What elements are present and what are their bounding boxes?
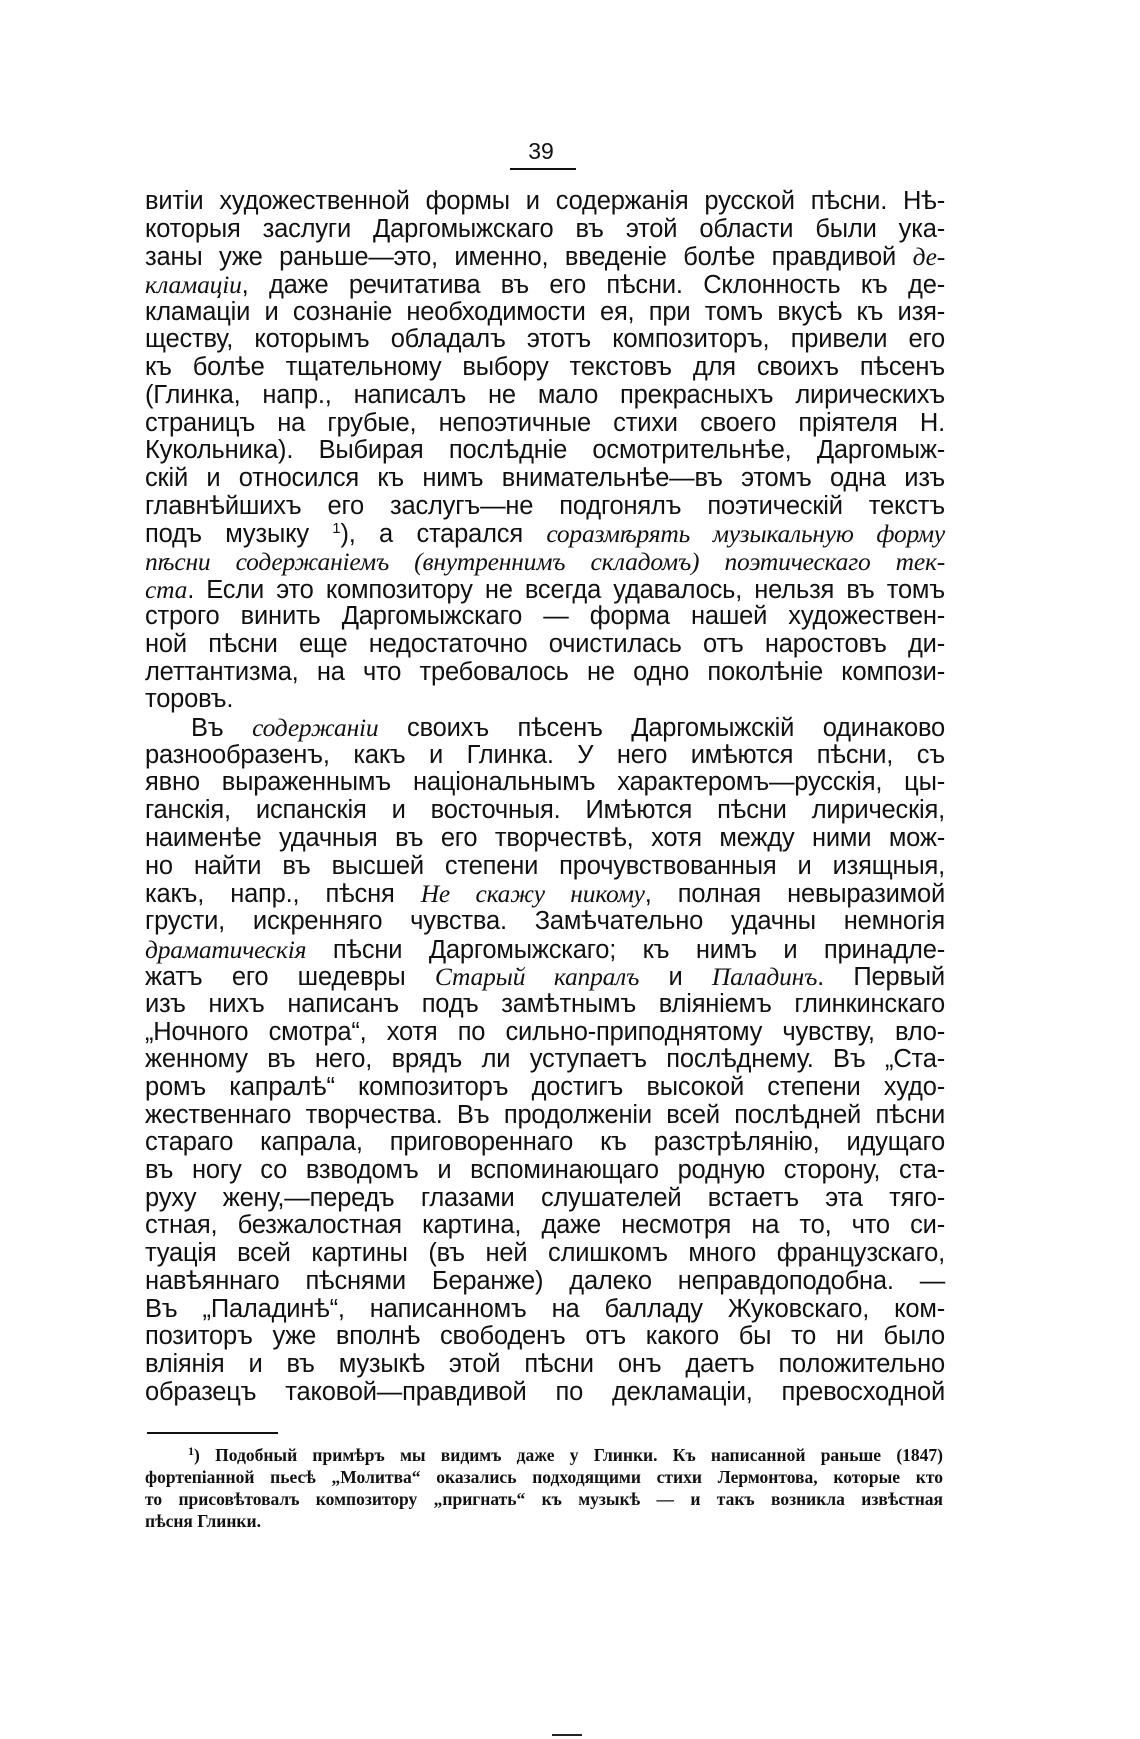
text-line bbox=[145, 1185, 945, 1213]
emphasized-text: кламаціи bbox=[145, 270, 242, 300]
text-line bbox=[145, 299, 945, 327]
text-segment: скій и относился къ нимъ внимательнѣе—въ этомъ одна изъ bbox=[145, 463, 945, 492]
footnote-text: Подобный примѣръ мы видимъ даже у Глинки. Къ написанной раньше (1847) bbox=[215, 1445, 943, 1465]
emphasized-text: ста bbox=[145, 574, 188, 604]
text-line bbox=[145, 1129, 945, 1157]
text-segment: леттантизма, на что требовалось не одно поколѣніе компози- bbox=[145, 657, 945, 686]
text-segment: которыя заслуги Даргомыжскаго въ этой области были ука- bbox=[145, 214, 945, 243]
text-segment: женному въ него, врядъ ли уступаетъ послѣднему. Въ „Ста- bbox=[145, 1045, 945, 1074]
text-line bbox=[145, 548, 945, 576]
text-segment: но найти въ высшей степени прочувствованныя и изящныя, bbox=[145, 851, 945, 880]
text-segment: руху жену,—передъ глазами слушателей встаетъ эта тяго- bbox=[145, 1183, 945, 1212]
text-line bbox=[145, 1379, 945, 1407]
text-segment: образецъ таковой—правдивой по декламаціи, превосходной bbox=[145, 1377, 945, 1406]
text-segment: заны уже раньше—это, именно, введеніе болѣе правдивой bbox=[145, 243, 913, 272]
text-segment: кламаціи и сознаніе необходимости ея, при томъ вкусѣ къ изя- bbox=[145, 297, 945, 326]
text-line bbox=[145, 1323, 945, 1351]
text-segment: изъ нихъ написанъ подъ замѣтнымъ вліяніемъ глинкинскаго bbox=[145, 989, 945, 1018]
text-segment: жатъ его шедевры bbox=[145, 963, 435, 992]
footnote-line bbox=[145, 1466, 943, 1488]
text-line bbox=[145, 216, 945, 244]
text-line bbox=[145, 1351, 945, 1379]
text-segment: пѣсни Даргомыжскаго; къ нимъ и принадле- bbox=[306, 935, 945, 964]
text-segment: . Первый bbox=[817, 963, 945, 992]
text-segment: вліянія и въ музыкѣ этой пѣсни онъ даетъ положительно bbox=[145, 1349, 945, 1378]
text-segment: и bbox=[639, 963, 712, 992]
text-segment: стная, безжалостная картина, даже несмотря на то, что си- bbox=[145, 1211, 945, 1240]
text-segment: жественнаго творчества. Въ продолженіи всей послѣдней пѣсни bbox=[145, 1100, 945, 1129]
text-segment: къ болѣе тщательному выбору текстовъ для своихъ пѣсенъ bbox=[145, 353, 945, 382]
text-line bbox=[145, 880, 945, 908]
text-segment: явно выраженнымъ національнымъ характеромъ—русскія, цы- bbox=[145, 768, 945, 797]
emphasized-text: Старый капралъ bbox=[434, 962, 640, 992]
text-segment: ромъ капралѣ“ композиторъ достигъ высокой степени худо- bbox=[145, 1073, 945, 1101]
text-line bbox=[145, 936, 945, 964]
text-segment: торовъ. bbox=[145, 685, 234, 714]
text-segment: Въ bbox=[191, 714, 253, 743]
text-line bbox=[145, 1102, 945, 1130]
text-segment: наименѣе удачныя въ его творчествѣ, хотя между ними мож- bbox=[145, 823, 945, 852]
text-segment: , полная невыразимой bbox=[644, 880, 945, 909]
text-line bbox=[145, 963, 945, 991]
text-line bbox=[145, 742, 945, 770]
emphasized-text: пѣсни содержаніемъ (внутреннимъ складомъ) поэтическаго тек- bbox=[145, 546, 945, 576]
footnote-marker-paren: ) bbox=[194, 1445, 216, 1465]
text-line bbox=[145, 520, 945, 548]
text-line bbox=[145, 382, 945, 410]
emphasized-text: драматическія bbox=[145, 934, 307, 964]
text-line bbox=[145, 1296, 945, 1324]
text-line bbox=[145, 493, 945, 521]
text-segment: главнѣйшихъ его заслугъ—не подгонялъ поэтическій текстъ bbox=[145, 491, 945, 520]
bottom-mark bbox=[552, 1734, 582, 1736]
text-segment: страницъ на грубые, непоэтичные стихи своего пріятеля Н. bbox=[145, 408, 945, 437]
footnote-line bbox=[145, 1444, 943, 1466]
text-segment: подъ музыку bbox=[145, 520, 333, 549]
text-segment: навѣяннаго пѣснями Беранже) далеко неправдоподобна. — bbox=[145, 1266, 945, 1295]
text-segment: позиторъ уже вполнѣ свободенъ отъ какого бы то ни было bbox=[145, 1322, 945, 1351]
emphasized-text: Паладинъ bbox=[711, 962, 818, 992]
text-line bbox=[145, 1240, 945, 1268]
footnote-line bbox=[145, 1488, 943, 1510]
text-line bbox=[145, 714, 945, 742]
text-line bbox=[145, 326, 945, 354]
text-segment: стараго капрала, приговореннаго къ разстрѣлянію, идущаго bbox=[145, 1128, 945, 1157]
footnote bbox=[145, 1444, 943, 1532]
text-line bbox=[145, 853, 945, 881]
text-line bbox=[145, 769, 945, 797]
text-line bbox=[145, 243, 945, 271]
text-segment: „Ночного смотра“, хотя по сильно-приподнятому чувству, вло- bbox=[145, 1017, 945, 1046]
text-line bbox=[145, 659, 945, 687]
footnote-text: то присовѣтовалъ композитору „пригнать“ къ музыкѣ — и такъ возникла извѣстная bbox=[145, 1489, 943, 1509]
footnote-text: фортепіанной пьесѣ „Молитва“ оказались подходящими стихи Лермонтова, которые кто bbox=[145, 1467, 943, 1487]
text-line bbox=[145, 1268, 945, 1296]
text-line bbox=[145, 1074, 945, 1102]
text-line bbox=[145, 603, 945, 631]
text-line bbox=[145, 1157, 945, 1185]
text-segment: разнообразенъ, какъ и Глинка. У него имѣются пѣсни, съ bbox=[145, 740, 945, 769]
text-line bbox=[145, 465, 945, 493]
text-line bbox=[145, 1019, 945, 1047]
text-line bbox=[145, 354, 945, 382]
text-line bbox=[145, 991, 945, 1019]
text-segment: ной пѣсни еще недостаточно очистилась отъ наростовъ ди- bbox=[145, 630, 945, 658]
text-segment: Кукольника). Выбирая послѣдніе осмотрительнѣе, Даргомыж- bbox=[145, 436, 945, 465]
text-line bbox=[145, 631, 945, 659]
text-segment: туація всей картины (въ ней слишкомъ много французскаго, bbox=[145, 1239, 945, 1268]
text-segment: строго винить Даргомыжскаго — форма нашей художествен- bbox=[145, 602, 945, 631]
text-segment: въ ногу со взводомъ и вспоминающаго родную сторону, ста- bbox=[145, 1156, 945, 1185]
text-line bbox=[145, 1212, 945, 1240]
main-text bbox=[145, 188, 945, 1406]
text-line bbox=[145, 188, 945, 216]
text-segment: , даже речитатива въ его пѣсни. Склонность къ де- bbox=[241, 271, 945, 300]
footnote-line bbox=[145, 1510, 943, 1532]
page-number-rule bbox=[510, 168, 576, 170]
text-segment: витіи художественной формы и содержанія русской пѣсни. Нѣ- bbox=[145, 187, 945, 215]
text-line bbox=[145, 410, 945, 438]
text-segment: . Если это композитору не всегда удавалось, нельзя въ томъ bbox=[187, 575, 945, 604]
text-segment: своихъ пѣсенъ Даргомыжскій одинаково bbox=[378, 714, 945, 743]
text-line bbox=[145, 797, 945, 825]
text-segment: ), а старался bbox=[340, 520, 547, 549]
text-segment: ществу, которымъ обладалъ этотъ композиторъ, привели его bbox=[145, 325, 945, 354]
footnote-marker: 1 bbox=[188, 1444, 194, 1458]
text-line bbox=[145, 686, 945, 714]
emphasized-text: содержаніи bbox=[252, 713, 379, 743]
page-number: 39 bbox=[528, 138, 554, 164]
emphasized-text: де- bbox=[912, 242, 945, 272]
emphasized-text: соразмѣрять музыкальную форму bbox=[546, 519, 945, 549]
text-segment: какъ, напр., пѣсня bbox=[145, 880, 421, 909]
text-segment: Въ „Паладинѣ“, написанномъ на балладу Жуковскаго, ком- bbox=[145, 1294, 945, 1323]
text-segment: ганскія, испанскія и восточныя. Имѣются пѣсни лирическія, bbox=[145, 796, 945, 825]
footnote-divider bbox=[147, 1432, 278, 1434]
text-line bbox=[145, 908, 945, 936]
text-segment: (Глинка, напр., написалъ не мало прекрасныхъ лирическихъ bbox=[145, 380, 945, 409]
text-line bbox=[145, 825, 945, 853]
text-segment: грусти, искренняго чувства. Замѣчательно удачны немногія bbox=[145, 906, 945, 935]
text-line bbox=[145, 1046, 945, 1074]
footnote-text: пѣсня Глинки. bbox=[145, 1511, 261, 1531]
footnote-reference: 1 bbox=[332, 520, 341, 538]
text-line bbox=[145, 576, 945, 604]
emphasized-text: Не скажу никому bbox=[420, 879, 645, 909]
text-line bbox=[145, 437, 945, 465]
text-line bbox=[145, 271, 945, 299]
